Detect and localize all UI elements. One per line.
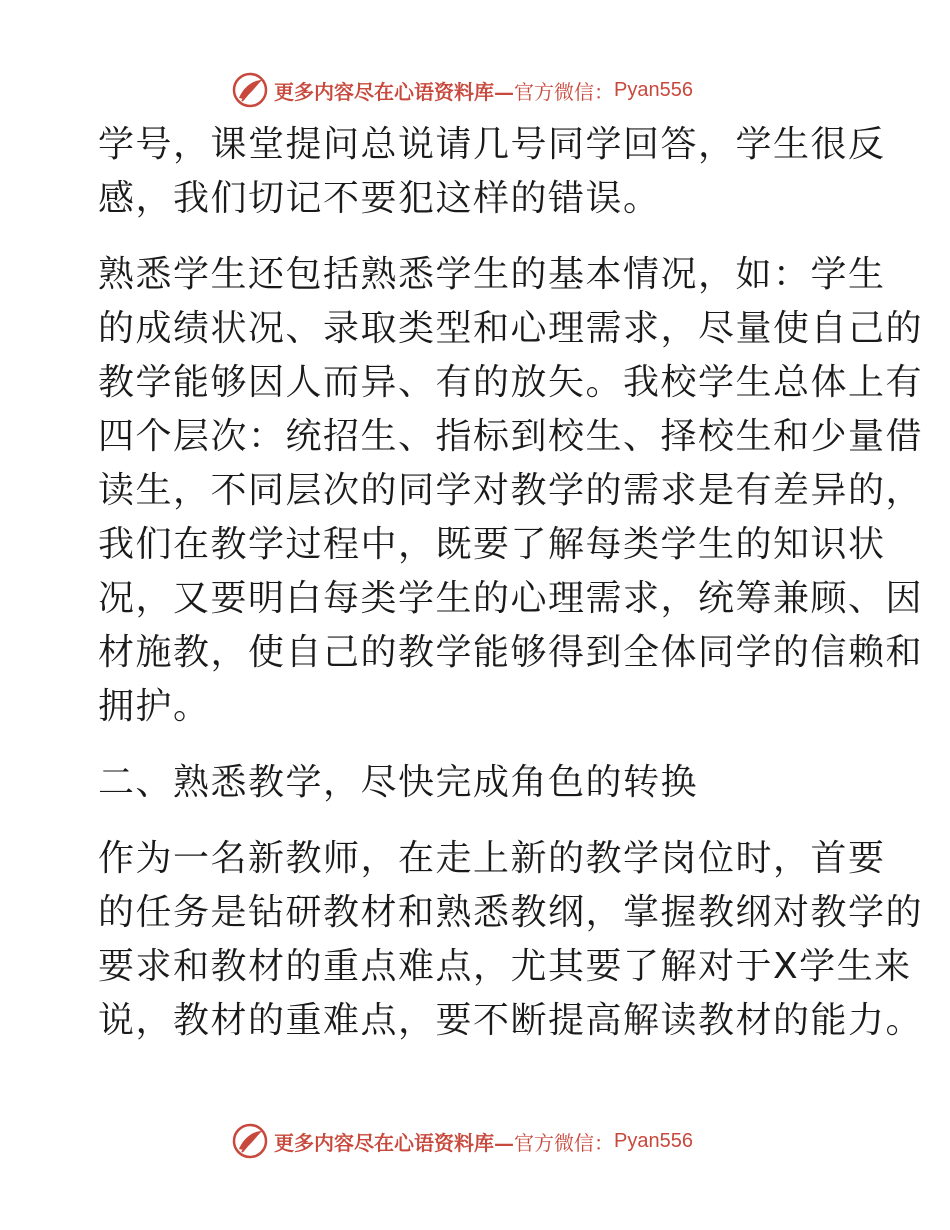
section-heading — [98, 756, 858, 810]
text-line: 的成绩状况、录取类型和心理需求，尽量使自己的 — [98, 308, 924, 349]
banner-text: 更多内容尽在心语资料库— — [274, 1130, 514, 1155]
text-line: 的任务是钻研教材和熟悉教纲，掌握教纲对教学的 — [98, 892, 924, 933]
paragraph — [98, 118, 886, 226]
text-line: 作为一名新教师，在走上新的教学岗位时，首要 — [98, 838, 886, 879]
pen-logo-icon — [232, 1123, 268, 1159]
text-line: 我们在教学过程中，既要了解每类学生的知识状 — [98, 524, 886, 565]
banner-wechat-id: Pyan556 — [614, 78, 693, 101]
pen-logo-icon — [232, 72, 268, 108]
text-line: 况，又要明白每类学生的心理需求，统筹兼顾、因 — [98, 578, 924, 619]
text-line: 熟悉学生还包括熟悉学生的基本情况，如：学生 — [98, 254, 886, 295]
text-line: 拥护。 — [98, 686, 211, 727]
paragraph — [98, 832, 924, 1048]
text-line: 说，教材的重难点，要不断提高解读教材的能力。 — [98, 1000, 924, 1041]
text-line: 读生，不同层次的同学对教学的需求是有差异的， — [98, 470, 924, 511]
text-line: 教学能够因人而异、有的放矢。我校学生总体上有 — [98, 362, 924, 403]
text-line: 感，我们切记不要犯这样的错误。 — [98, 178, 661, 219]
paragraph — [98, 248, 924, 734]
document-body — [98, 118, 924, 1048]
header-banner[interactable] — [232, 70, 693, 110]
banner-wechat-label: 官方微信： — [514, 79, 614, 104]
text-line: 学号，课堂提问总说请几号同学回答，学生很反 — [98, 124, 886, 165]
banner-wechat-label: 官方微信： — [514, 1130, 614, 1155]
footer-banner[interactable] — [232, 1121, 693, 1161]
banner-wechat-id: Pyan556 — [614, 1129, 693, 1152]
banner-text: 更多内容尽在心语资料库— — [274, 79, 514, 104]
heading-line: 二、熟悉教学，尽快完成角色的转换 — [98, 762, 699, 803]
text-line: 材施教，使自己的教学能够得到全体同学的信赖和 — [98, 632, 924, 673]
text-line: 要求和教材的重点难点，尤其要了解对于X学生来 — [98, 946, 912, 987]
text-line: 四个层次：统招生、指标到校生、择校生和少量借 — [98, 416, 924, 457]
